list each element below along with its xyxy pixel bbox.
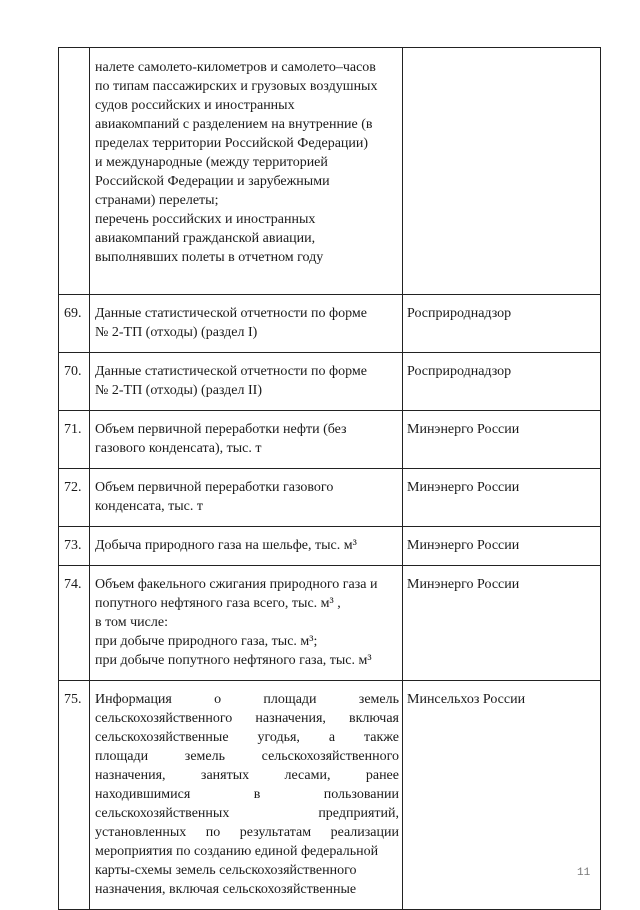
description-line: находившимися в пользовании xyxy=(95,787,399,802)
description-line: № 2-ТП (отходы) (раздел I) xyxy=(95,325,258,340)
description-line: Данные статистической отчетности по форме xyxy=(95,306,367,321)
description-line: назначения, включая сельскохозяйственные xyxy=(95,882,357,897)
description-line: по типам пассажирских и грузовых воздушных xyxy=(95,79,378,94)
description-line: мероприятия по созданию единой федеральной xyxy=(95,844,379,859)
row-number: 75. xyxy=(59,681,90,910)
description-line: странами) перелеты; xyxy=(95,193,219,208)
row-organization: Росприроднадзор xyxy=(403,295,601,353)
description-line: перечень российских и иностранных xyxy=(95,212,316,227)
table-row xyxy=(59,527,601,566)
row-organization: Минэнерго России xyxy=(403,527,601,566)
page-number: 11 xyxy=(577,867,591,879)
row-organization: Росприроднадзор xyxy=(403,353,601,411)
table-row xyxy=(59,295,601,353)
description-line: сельскохозяйственные угодья, а также xyxy=(95,730,399,745)
description-line: попутного нефтяного газа всего, тыс. м³ , xyxy=(95,596,341,611)
description-line: авиакомпаний с разделением на внутренние (в xyxy=(95,117,373,132)
row-description xyxy=(90,469,403,527)
description-line: и международные (между территорией xyxy=(95,155,328,170)
description-line: Данные статистической отчетности по форме xyxy=(95,364,367,379)
table-row xyxy=(59,353,601,411)
row-number: 69. xyxy=(59,295,90,353)
row-number: 74. xyxy=(59,566,90,681)
description-line: авиакомпаний гражданской авиации, xyxy=(95,231,316,246)
row-description xyxy=(90,295,403,353)
description-line: Объем факельного сжигания природного газа и xyxy=(95,577,378,592)
table-body xyxy=(59,48,601,910)
description-line: в том числе: xyxy=(95,615,168,630)
row-number: 72. xyxy=(59,469,90,527)
description-line: площади земель сельскохозяйственного xyxy=(95,749,399,764)
row-number: 70. xyxy=(59,353,90,411)
data-table xyxy=(58,47,601,910)
row-description xyxy=(90,527,403,566)
description-line: Информация о площади земель xyxy=(95,692,399,707)
table-row xyxy=(59,566,601,681)
row-organization: Минсельхоз России xyxy=(403,681,601,910)
description-line: при добыче природного газа, тыс. м³; xyxy=(95,634,318,649)
description-line: карты-схемы земель сельскохозяйственного xyxy=(95,863,357,878)
description-line: судов российских и иностранных xyxy=(95,98,295,113)
description-line: назначения, занятых лесами, ранее xyxy=(95,768,399,783)
row-description xyxy=(90,48,403,295)
description-line: конденсата, тыс. т xyxy=(95,499,204,514)
description-line: Объем первичной переработки газового xyxy=(95,480,334,495)
description-line: установленных по результатам реализации xyxy=(95,825,399,840)
row-number: 73. xyxy=(59,527,90,566)
description-line: № 2-ТП (отходы) (раздел II) xyxy=(95,383,262,398)
table-row xyxy=(59,469,601,527)
description-line: сельскохозяйственного назначения, включая xyxy=(95,711,399,726)
table-row xyxy=(59,681,601,910)
description-line: выполнявших полеты в отчетном году xyxy=(95,250,324,265)
row-description xyxy=(90,566,403,681)
description-line: Объем первичной переработки нефти (без xyxy=(95,422,347,437)
row-description xyxy=(90,681,403,910)
description-line: пределах территории Российской Федерации) xyxy=(95,136,369,151)
row-number xyxy=(59,48,90,295)
row-description xyxy=(90,353,403,411)
description-line: сельскохозяйственных предприятий, xyxy=(95,806,399,821)
description-line: налете самолето-километров и самолето–часов xyxy=(95,60,376,75)
description-line: Добыча природного газа на шельфе, тыс. м³ xyxy=(95,538,357,553)
description-line: при добыче попутного нефтяного газа, тыс. м³ xyxy=(95,653,372,668)
table-row xyxy=(59,48,601,295)
row-description xyxy=(90,411,403,469)
row-organization: Минэнерго России xyxy=(403,469,601,527)
description-line: газового конденсата), тыс. т xyxy=(95,441,262,456)
row-organization: Минэнерго России xyxy=(403,411,601,469)
row-organization: Минэнерго России xyxy=(403,566,601,681)
row-organization xyxy=(403,48,601,295)
description-line: Российской Федерации и зарубежными xyxy=(95,174,330,189)
row-number: 71. xyxy=(59,411,90,469)
table-row xyxy=(59,411,601,469)
